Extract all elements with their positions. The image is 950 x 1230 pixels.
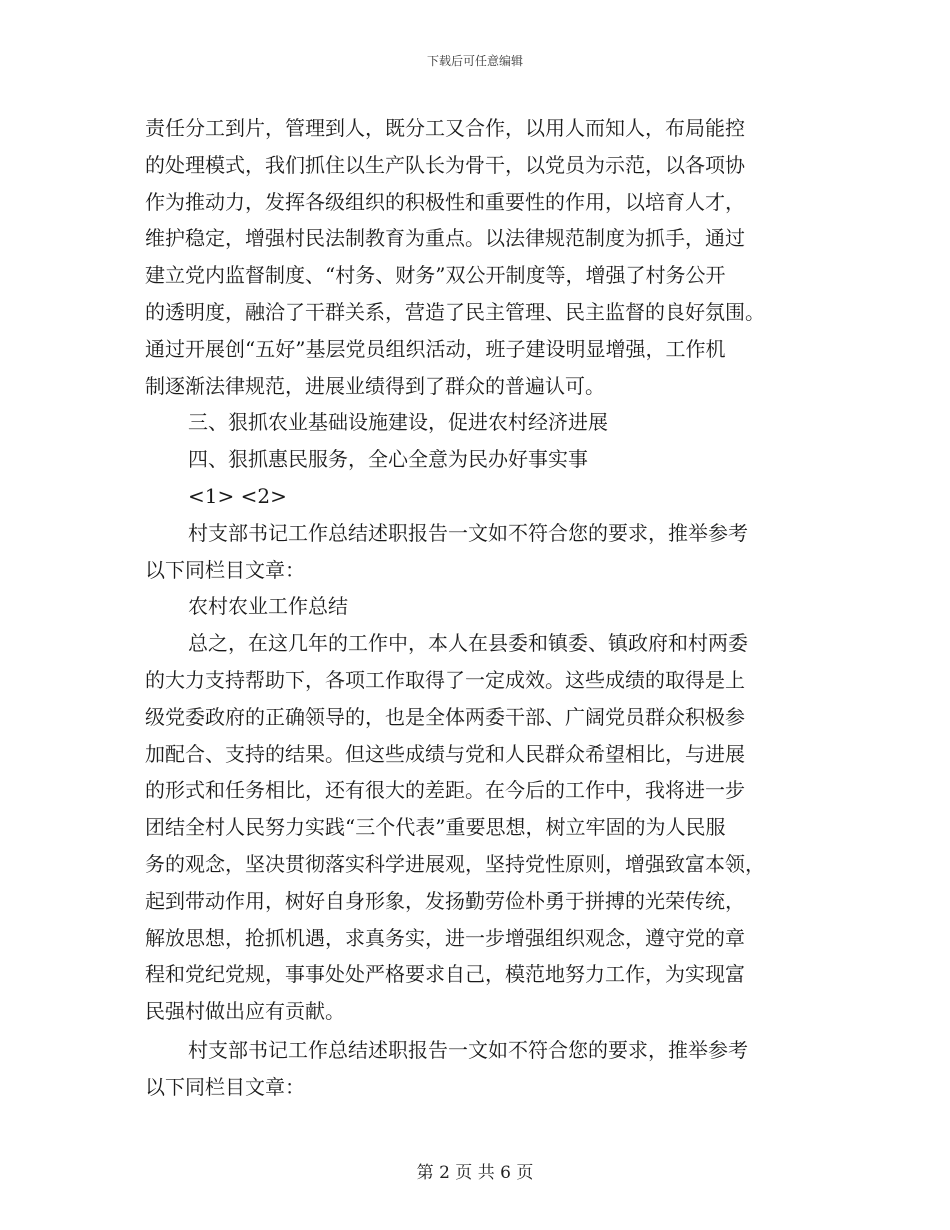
text-line: 的透明度，融洽了干群关系，营造了民主管理、民主监督的良好氛围。 xyxy=(145,299,765,324)
section-heading: 四、狠抓惠民服务，全心全意为民办好事实事 xyxy=(188,447,588,472)
text-line: 团结全村人民努力实践“三个代表”重要思想，树立牢固的为人民服 xyxy=(145,815,726,840)
text-line: 程和党纪党规，事事处处严格要求自己，模范地努力工作，为实现富 xyxy=(145,962,745,987)
document-body xyxy=(145,110,815,1106)
text-line: 作为推动力，发挥各级组织的积极性和重要性的作用，以培育人才， xyxy=(145,189,745,214)
text-line: 以下同栏目文章： xyxy=(145,557,305,582)
text-line: 维护稳定，增强村民法制教育为重点。以法律规范制度为抓手，通过 xyxy=(145,226,745,251)
text-line: 以下同栏目文章： xyxy=(145,1074,305,1099)
text-line: 的处理模式，我们抓住以生产队长为骨干，以党员为示范，以各项协 xyxy=(145,152,745,177)
pagination-links[interactable]: <1> <2> xyxy=(188,483,287,508)
text-line: 级党委政府的正确领导的，也是全体两委干部、广阔党员群众积极参 xyxy=(145,704,745,729)
text-line: 解放思想，抢抓机遇，求真务实，进一步增强组织观念，遵守党的章 xyxy=(145,925,745,950)
text-line: 加配合、支持的结果。但这些成绩与党和人民群众希望相比，与进展 xyxy=(145,741,745,766)
page-header: 下载后可任意编辑 xyxy=(426,54,523,68)
text-line: 务的观念，坚决贯彻落实科学进展观，坚持党性原则，增强致富本领， xyxy=(145,851,765,876)
text-line: 起到带动作用，树好自身形象，发扬勤劳俭朴勇于拼搏的光荣传统， xyxy=(145,888,745,913)
page-number: 第 2 页 共 6 页 xyxy=(416,1163,534,1183)
text-line: 民强村做出应有贡献。 xyxy=(145,999,345,1024)
text-line: 建立党内监督制度、“村务、财务”双公开制度等，增强了村务公开 xyxy=(145,263,726,288)
related-article-link[interactable]: 农村农业工作总结 xyxy=(188,594,348,619)
text-line: 村支部书记工作总结述职报告一文如不符合您的要求，推举参考 xyxy=(188,520,748,545)
section-heading: 三、狠抓农业基础设施建设，促进农村经济进展 xyxy=(188,410,608,435)
text-line: 责任分工到片，管理到人，既分工又合作，以用人而知人，布局能控 xyxy=(145,116,745,140)
text-line: 的形式和任务相比，还有很大的差距。在今后的工作中，我将进一步 xyxy=(145,778,745,803)
text-line: 村支部书记工作总结述职报告一文如不符合您的要求，推举参考 xyxy=(188,1037,748,1062)
text-line: 总之，在这几年的工作中，本人在县委和镇委、镇政府和村两委 xyxy=(188,631,748,656)
text-line: 制逐渐法律规范，进展业绩得到了群众的普遍认可。 xyxy=(145,373,605,398)
text-line: 通过开展创“五好”基层党员组织活动，班子建设明显增强，工作机 xyxy=(145,336,726,361)
text-line: 的大力支持帮助下，各项工作取得了一定成效。这些成绩的取得是上 xyxy=(145,667,745,692)
